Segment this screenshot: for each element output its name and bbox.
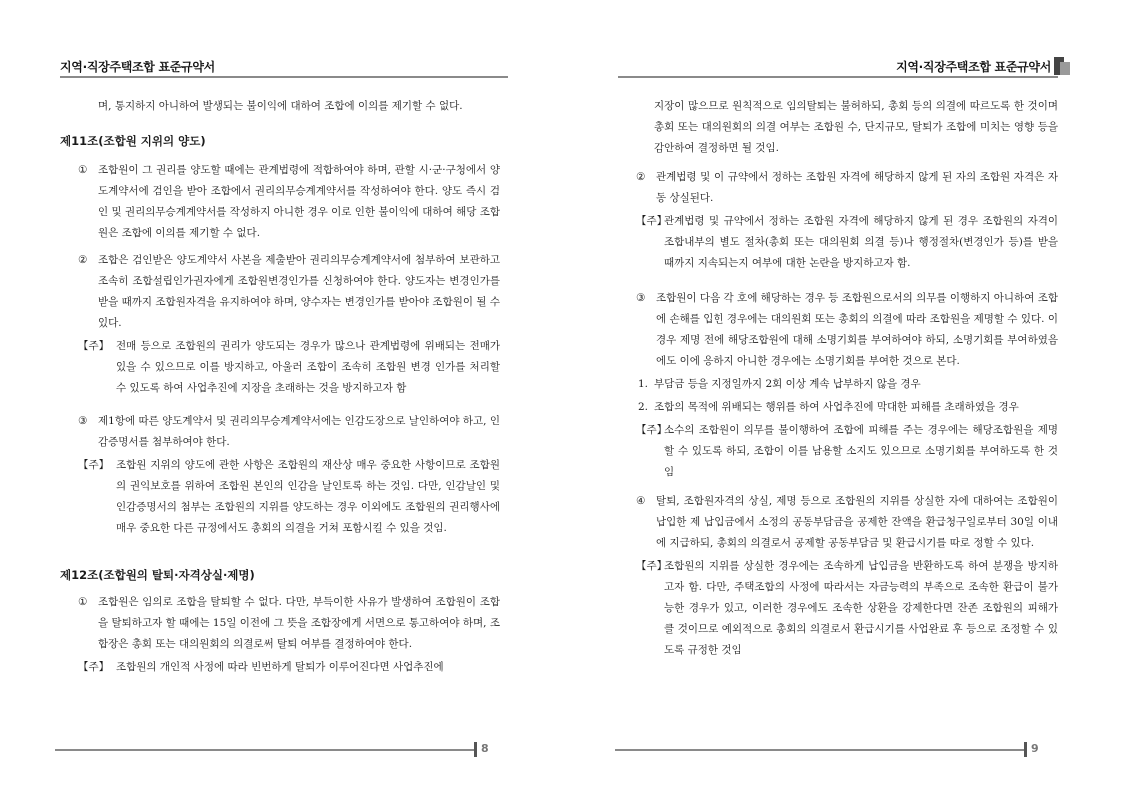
commentary-note (60, 455, 500, 539)
header-rule (618, 76, 1058, 78)
item-text: 조합원의 지위를 상실한 경우에는 조속하게 납입금을 반환하도록 하여 분쟁을 방지하고자 함. 다만, 주택조합의 사정에 따라서는 자금능력의 부족으로 조속한 환급이 불가능한 경우가 있고, 이러한 경우에도 조속한 상환을 강제한다면 잔존 조합원의 피해가 클 것이므로 예외적으로 총회의 의결로서 환급시기를 사업완료 후 등으로 조정할 수 있도록 규정한 것임 (664, 560, 1058, 656)
clause-item (636, 167, 1058, 209)
clause-item (60, 160, 500, 244)
commentary-note (636, 556, 1058, 661)
item-marker: ② (78, 254, 88, 266)
item-text: 관계법령 및 규약에서 정하는 조합원 자격에 해당하지 않게 된 경우 조합원의 자격이 조합내부의 별도 절차(총회 또는 대의원회 의결 등)나 행정절차(변경인가 등)를 받을 때까지 지속되는지 여부에 대한 논란을 방지하고자 함. (664, 215, 1058, 269)
item-marker: 【주】 (636, 424, 668, 436)
item-marker: ③ (636, 292, 646, 304)
header-rule (60, 76, 508, 78)
item-marker: ① (78, 164, 88, 176)
item-text: 관계법령 및 이 규약에서 정하는 조합원 자격에 해당하지 않게 된 자의 조합원 자격은 자동 상실된다. (656, 171, 1058, 204)
left-page (0, 0, 560, 793)
item-text: 조합원 지위의 양도에 관한 사항은 조합원의 재산상 매우 중요한 사항이므로 조합원의 권익보호를 위하여 조합원 본인의 인감을 날인토록 하는 것임. 다만, 인감날인 및 인감증명서의 첨부는 조합원의 지위를 양도하는 경우 이외에도 조합원의 권리행사에 매우 중요한 다른 규정에서도 총회의 의결을 거쳐 포함시킬 수 있을 것임. (116, 459, 500, 534)
footer-bar (474, 742, 477, 757)
item-text: 조합원은 임의로 조합을 탈퇴할 수 없다. 다만, 부득이한 사유가 발생하여 조합원이 조합을 탈퇴하고자 할 때에는 15일 이전에 그 뜻을 조합장에게 서면으로 통고하여야 하며, 조합장은 총회 또는 대의원회의 의결로써 탈퇴 여부를 결정하여야 한다. (98, 596, 500, 650)
item-marker: ① (78, 596, 88, 608)
numbered-subitem (636, 374, 1058, 395)
clause-item (60, 411, 500, 453)
page-number: 8 (481, 742, 489, 755)
item-marker: 【주】 (636, 560, 668, 572)
footer-rule (55, 749, 475, 751)
item-text: 부담금 등을 지정일까지 2회 이상 계속 납부하지 않을 경우 (654, 378, 921, 390)
footer-rule (615, 749, 1025, 751)
item-marker: 【주】 (636, 215, 668, 227)
item-text: 조합의 목적에 위배되는 행위를 하여 사업추진에 막대한 피해를 초래하였을 경우 (654, 401, 1019, 413)
continued-paragraph: 지장이 많으므로 원칙적으로 임의탈퇴는 불허하되, 총회 등의 의결에 따르도록 한 것이며 총회 또는 대의원회의 의결 여부는 조합원 수, 단지규모, 탈퇴가 조합에 미치는 영향 등을 감안하여 결정하면 될 것임. (654, 100, 1058, 154)
commentary-note (636, 211, 1058, 274)
clause-item (636, 288, 1058, 372)
clause-item (60, 250, 500, 334)
item-marker: 【주】 (78, 459, 110, 471)
item-text: 조합원의 개인적 사정에 따라 빈번하게 탈퇴가 이루어진다면 사업추진에 (116, 661, 444, 673)
clause-item (60, 592, 500, 655)
header-corner-mark-shade (1060, 62, 1070, 75)
item-text: 소수의 조합원이 의무를 불이행하여 조합에 피해를 주는 경우에는 해당조합원을 제명할 수 있도록 하되, 조합이 이를 남용할 소지도 있으므로 소명기회를 부여하도록 한 것임 (664, 424, 1059, 478)
item-marker: 1. (638, 378, 649, 390)
footer-bar (1024, 742, 1027, 757)
commentary-note (60, 657, 500, 678)
article-title: 제12조(조합원의 탈퇴·자격상실·제명) (60, 568, 255, 582)
item-marker: ④ (636, 495, 646, 507)
item-marker: 【주】 (78, 340, 110, 352)
running-header: 지역·직장주택조합 표준규약서 (60, 60, 215, 74)
item-marker: 2. (638, 401, 649, 413)
running-header: 지역·직장주택조합 표준규약서 (896, 60, 1051, 74)
item-text: 조합원이 그 권리를 양도할 때에는 관계법령에 적합하여야 하며, 관할 시·군·구청에서 양도계약서에 검인을 받아 조합에서 권리의무승계계약서를 작성하여야 한다. 양도 즉시 검인 및 권리의무승계계약서를 작성하지 아니한 경우 이로 인한 불이익에 대하여 해당 조합원은 조합에 이의를 제기할 수 없다. (98, 164, 500, 239)
item-text: 제1항에 따른 양도계약서 및 권리의무승계계약서에는 인감도장으로 날인하여야 하고, 인감증명서를 첨부하여야 한다. (98, 415, 500, 448)
item-marker: ② (636, 171, 646, 183)
item-text: 탈퇴, 조합원자격의 상실, 제명 등으로 조합원의 지위를 상실한 자에 대하여는 조합원이 납입한 제 납입금에서 소정의 공동부담금을 공제한 잔액을 환급청구일로부터 30일 이내에 지급하되, 총회의 의결로서 공제할 공동부담금 및 환급시기를 따로 정할 수 있다. (656, 495, 1058, 549)
right-page (560, 0, 1121, 793)
continued-paragraph: 며, 통지하지 아니하여 발생되는 불이익에 대하여 조합에 이의를 제기할 수 없다. (98, 100, 463, 112)
commentary-note (60, 336, 500, 399)
article-title: 제11조(조합원 지위의 양도) (60, 134, 206, 148)
commentary-note (636, 420, 1058, 483)
page-body (60, 96, 500, 678)
item-marker: 【주】 (78, 661, 110, 673)
numbered-subitem (636, 397, 1058, 418)
page-body (636, 96, 1058, 661)
clause-item (636, 491, 1058, 554)
page-number: 9 (1031, 742, 1039, 755)
item-text: 전매 등으로 조합원의 권리가 양도되는 경우가 많으나 관계법령에 위배되는 전매가 있을 수 있으므로 이를 방지하고, 아울러 조합이 조속히 조합원 변경 인가를 처리할 수 있도록 하여 사업추진에 지장을 초래하는 것을 방지하고자 함 (116, 340, 500, 394)
item-marker: ③ (78, 415, 88, 427)
item-text: 조합원이 다음 각 호에 해당하는 경우 등 조합원으로서의 의무를 이행하지 아니하여 조합에 손해를 입힌 경우에는 대의원회 또는 총회의 의결에 따라 조합원을 제명할 수 있다. 이 경우 제명 전에 해당조합원에 대해 소명기회를 부여하여야 하되, 소명기회를 부여하였음에도 이에 응하지 아니한 경우에는 소명기회를 부여한 것으로 본다. (656, 292, 1058, 367)
item-text: 조합은 검인받은 양도계약서 사본을 제출받아 권리의무승계계약서에 첨부하여 보관하고 조속히 조합설립인가권자에게 조합원변경인가를 신청하여야 한다. 양도자는 변경인가를 받을 때까지 조합원자격을 유지하여야 하며, 양수자는 변경인가를 받아야 조합원이 될 수 있다. (98, 254, 500, 329)
